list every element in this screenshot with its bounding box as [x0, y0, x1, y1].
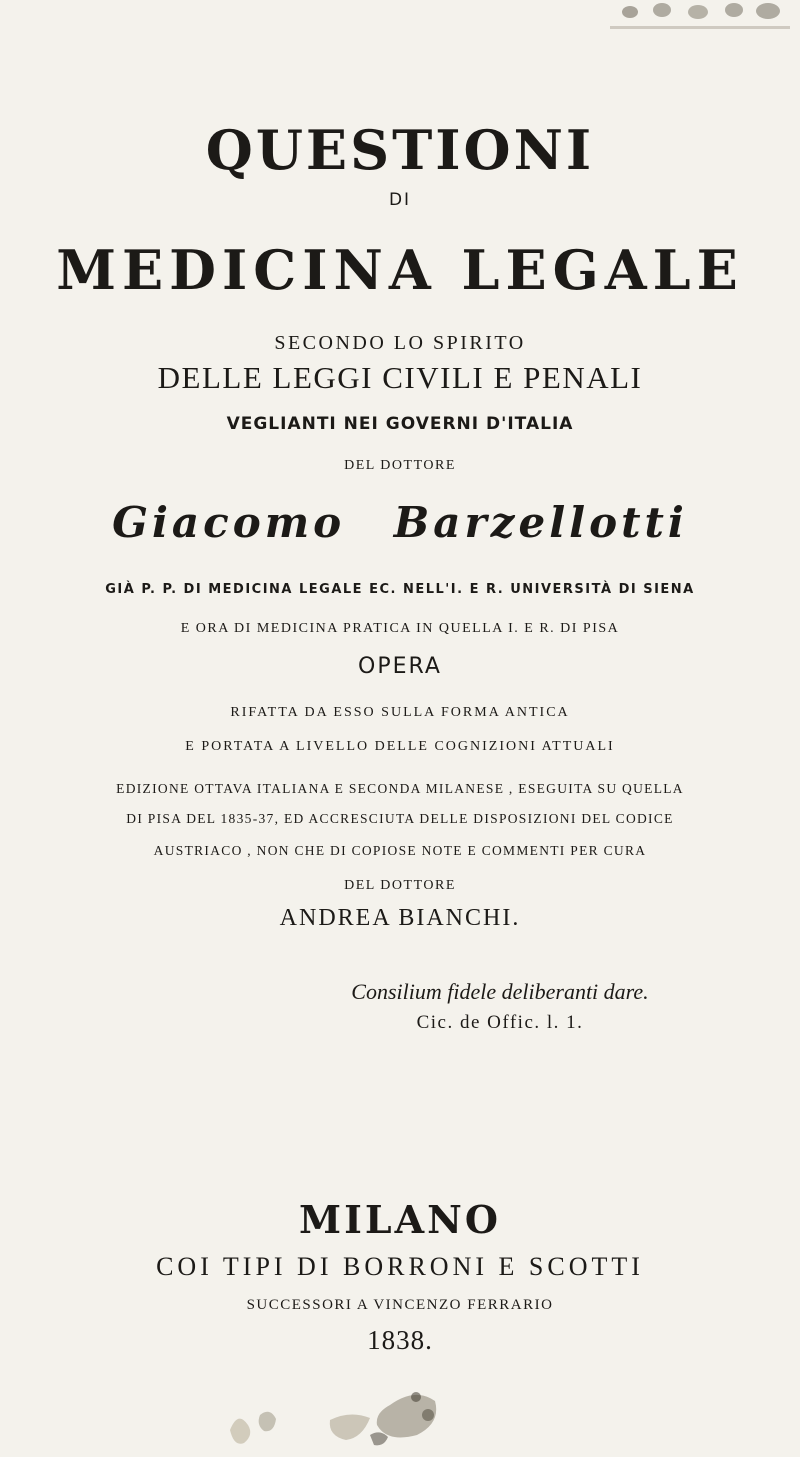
- imprint-successors: SUCCESSORI A VINCENZO FERRARIO: [246, 1297, 554, 1313]
- work-label: OPERA: [358, 654, 442, 679]
- book-subtitle: MEDICINA LEGALE: [56, 238, 744, 302]
- work-description-1: RIFATTA DA ESSO SULLA FORMA ANTICA: [230, 705, 570, 720]
- book-title: QUESTIONI: [205, 118, 595, 182]
- editor-name: ANDREA BIANCHI.: [279, 905, 521, 931]
- author-credential-1: GIÀ P. P. DI MEDICINA LEGALE EC. NELL'I. E R. UNIVERSITÀ DI SIENA: [105, 582, 695, 597]
- ink-stain-bottom: [220, 1385, 480, 1455]
- imprint-year: 1838.: [367, 1325, 433, 1355]
- subtitle-line-3: VEGLIANTI NEI GOVERNI D'ITALIA: [226, 414, 574, 434]
- imprint-printer: COI TIPI DI BORRONI E SCOTTI: [156, 1252, 644, 1281]
- subtitle-line-1: SECONDO LO SPIRITO: [274, 332, 526, 354]
- edition-line-2: DI PISA DEL 1835-37, ED ACCRESCIUTA DELLE DISPOSIZIONI DEL CODICE: [126, 811, 674, 826]
- edition-line-3: AUSTRIACO , NON CHE DI COPIOSE NOTE E COMMENTI PER CURA: [153, 843, 647, 858]
- work-description-2: E PORTATA A LIVELLO DELLE COGNIZIONI ATTUALI: [185, 739, 615, 754]
- epigraph: Consilium fidele deliberanti dare.: [351, 979, 649, 1004]
- title-connector: DI: [388, 190, 412, 210]
- editor-prefix: DEL DOTTORE: [344, 878, 456, 893]
- subtitle-line-2: DELLE LEGGI CIVILI E PENALI: [157, 360, 643, 395]
- edition-line-1: EDIZIONE OTTAVA ITALIANA E SECONDA MILANESE , ESEGUITA SU QUELLA: [116, 781, 684, 796]
- author-prefix: DEL DOTTORE: [344, 458, 456, 473]
- epigraph-citation: Cic. de Offic. l. 1.: [416, 1012, 584, 1033]
- imprint-city: MILANO: [299, 1197, 501, 1242]
- ink-stain-top: [600, 0, 800, 40]
- author-name: Giacomo Barzellotti: [112, 498, 688, 547]
- author-credential-2: E ORA DI MEDICINA PRATICA IN QUELLA I. E R. DI PISA: [180, 621, 620, 636]
